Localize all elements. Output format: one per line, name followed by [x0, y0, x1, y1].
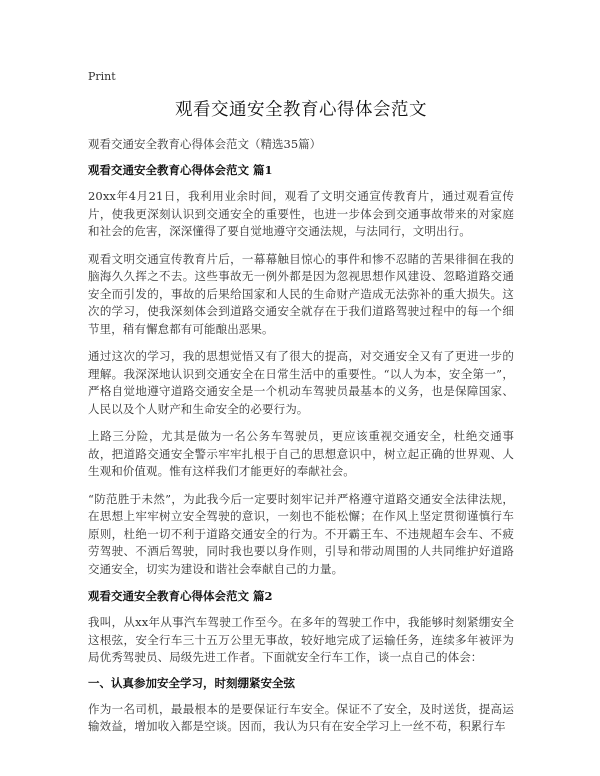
paragraph: 我叫，从xx年从事汽车驾驶工作至今。在多年的驾驶工作中，我能够时刻紧绷安全这根弦，安全行车三十五万公里无事故，较好地完成了运输任务，连续多年被评为局优秀驾驶员、局级先进工作者。下面就安全行车工作，谈一点自己的体会：: [88, 615, 514, 664]
paragraph: 通过这次的学习，我的思想觉悟又有了很大的提高，对交通安全又有了更进一步的理解。我深深地认识到交通安全在日常生活中的重要性。“以人为本，安全第一”，严格自觉地遵守道路交通安全是一个机动车驾驶员最基本的义务，也是保障国家、人民以及个人财产和生命安全的必要行为。: [88, 349, 514, 416]
paragraph: 20xx年4月21日，我利用业余时间，观看了文明交通宣传教育片，通过观看宣传片，使我更深刻认识到交通安全的重要性，也进一步体会到交通事故带来的对家庭和社会的危害，深深懂得了要自觉地遵守交通法规，与法同行，文明出行。: [88, 189, 514, 238]
print-label[interactable]: Print: [88, 70, 116, 83]
document-page: [88, 70, 514, 746]
paragraph: 作为一名司机，最最根本的是要保证行车安全。保证不了安全，及时送货，提高运输效益，增加收入都是空谈。因而，我认为只有在安全学习上一丝不苟，积累行车: [88, 701, 514, 733]
paragraph: 观看文明交通宣传教育片后，一幕幕触目惊心的事件和惨不忍睹的苦果徘徊在我的脑海久久挥之不去。这些事故无一例外都是因为忽视思想作风建设、忽略道路交通安全而引发的，事故的后果给国家和人民的生命财产造成无法弥补的重大损失。这次的学习，使我深刻体会到道路交通安全就存在于我们道路驾驶过程中的每一个细节里，稍有懈怠都有可能酿出恶果。: [88, 251, 514, 336]
document-title: 观看交通安全教育心得体会范文: [175, 100, 427, 120]
section-heading-2: 观看交通安全教育心得体会范文 篇2: [88, 589, 273, 603]
subsection-heading: 一、认真参加安全学习，时刻绷紧安全弦: [88, 675, 295, 690]
paragraph: “防范胜于未然”，为此我今后一定要时刻牢记并严格遵守道路交通安全法律法规，在思想上牢牢树立安全驾驶的意识，一刻也不能松懈；在作风上坚定贯彻谨慎行车原则，杜绝一切不利于道路交通安全的行为。不开霸王车、不违规超车会车、不疲劳驾驶、不酒后驾驶，同时我也要以身作则，引导和带动周围的人共同维护好道路交通安全，切实为建设和谐社会奉献自己的力量。: [88, 491, 514, 576]
section-heading-1: 观看交通安全教育心得体会范文 篇1: [88, 163, 273, 177]
paragraph: 上路三分险，尤其是做为一名公务车驾驶员，更应该重视交通安全，杜绝交通事故，把道路交通安全警示牢牢扎根于自己的思想意识中，树立起正确的世界观、人生观和价值观。惟有这样我们才能更好的奉献社会。: [88, 429, 514, 478]
document-subtitle: 观看交通安全教育心得体会范文（精选35篇）: [88, 137, 322, 151]
